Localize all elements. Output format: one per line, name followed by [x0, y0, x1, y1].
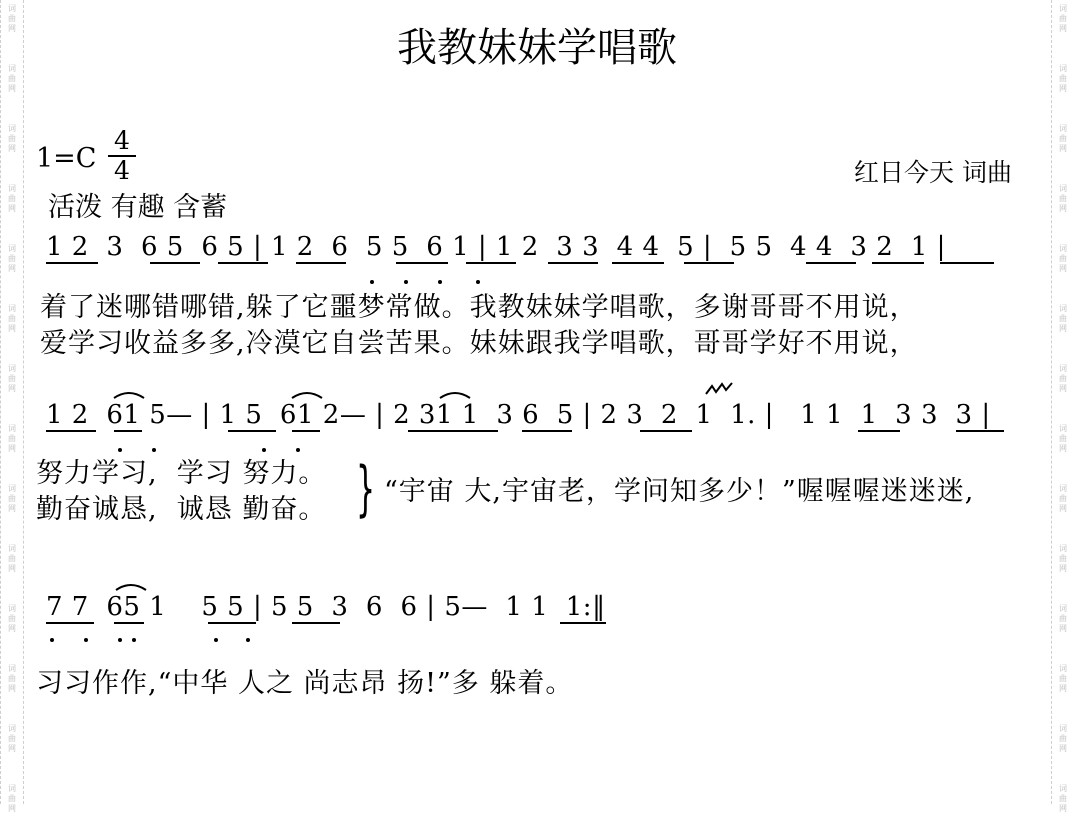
watermark-glyph: 词	[1059, 484, 1067, 493]
watermark-glyph: 词	[1059, 424, 1067, 433]
beam	[872, 262, 924, 264]
beam	[228, 430, 276, 432]
watermark-glyph: 网	[1059, 684, 1067, 693]
watermark-glyph: 网	[1059, 24, 1067, 33]
beam	[548, 262, 598, 264]
watermark-glyph: 词	[8, 184, 16, 193]
beam	[46, 430, 96, 432]
watermark-glyph: 词	[1059, 604, 1067, 613]
lyric-line-2b: 勤奋诚恳, 诚恳 勤奋。	[36, 494, 327, 525]
right-margin-strip	[1051, 0, 1074, 813]
watermark-glyph: 网	[1059, 504, 1067, 513]
watermark-glyph: 曲	[1059, 554, 1067, 563]
watermark-glyph: 网	[1059, 624, 1067, 633]
watermark-glyph: 曲	[8, 494, 16, 503]
notation-line-2: 1 2 61 5— | 1 5 61 2— | 2 31 1 3 6 5 | 2 3 2 1 1. | 1 1 1 3 3 3 |	[46, 400, 991, 430]
watermark-glyph: 曲	[1059, 194, 1067, 203]
watermark-glyph: 网	[8, 564, 16, 573]
watermark-glyph: 词	[8, 64, 16, 73]
notation-line-3: 7 7 65 1 5 5 | 5 5 3 6 6 | 5— 1 1 1:‖	[46, 592, 606, 622]
watermark-glyph: 词	[8, 604, 16, 613]
watermark-glyph: 曲	[1059, 734, 1067, 743]
watermark-glyph: 曲	[1059, 254, 1067, 263]
beam	[408, 430, 498, 432]
key-signature: 1=C	[36, 143, 97, 174]
beam	[396, 262, 448, 264]
watermark-glyph: 词	[8, 784, 16, 793]
watermark-glyph: 词	[1059, 784, 1067, 793]
octave-dot	[132, 638, 136, 642]
octave-dot	[438, 280, 442, 284]
octave-dot	[84, 638, 88, 642]
watermark-glyph: 曲	[1059, 494, 1067, 503]
watermark-glyph: 曲	[8, 74, 16, 83]
watermark-glyph: 网	[1059, 444, 1067, 453]
octave-dot	[50, 638, 54, 642]
watermark-glyph: 词	[8, 364, 16, 373]
time-signature-bottom: 4	[114, 156, 130, 185]
watermark-glyph: 曲	[8, 674, 16, 683]
slur	[290, 388, 324, 400]
octave-dot	[214, 638, 218, 642]
watermark-glyph: 网	[8, 204, 16, 213]
lyric-brace: }	[356, 454, 376, 524]
watermark-glyph: 词	[8, 244, 16, 253]
beam	[684, 262, 734, 264]
watermark-glyph: 词	[1059, 64, 1067, 73]
watermark-glyph: 词	[1059, 184, 1067, 193]
watermark-glyph: 网	[8, 144, 16, 153]
song-title: 我教妹妹学唱歌	[397, 25, 677, 71]
watermark-glyph: 词	[1059, 244, 1067, 253]
lyric-line-2c: “宇宙 大,宇宙老，学问知多少！”喔喔喔迷迷迷,	[384, 476, 975, 507]
watermark-glyph: 词	[1059, 4, 1067, 13]
watermark-glyph: 网	[8, 504, 16, 513]
watermark-glyph: 网	[8, 324, 16, 333]
octave-dot	[118, 448, 122, 452]
beam	[208, 622, 256, 624]
watermark-glyph: 曲	[1059, 614, 1067, 623]
watermark-glyph: 曲	[8, 614, 16, 623]
slur	[112, 388, 146, 400]
watermark-glyph: 网	[8, 444, 16, 453]
watermark-glyph: 词	[8, 544, 16, 553]
watermark-glyph: 网	[1059, 804, 1067, 813]
watermark-glyph: 词	[1059, 124, 1067, 133]
beam	[46, 262, 98, 264]
watermark-glyph: 词	[1059, 724, 1067, 733]
watermark-glyph: 网	[8, 684, 16, 693]
watermark-glyph: 词	[1059, 544, 1067, 553]
watermark-glyph: 曲	[8, 734, 16, 743]
watermark-glyph: 曲	[1059, 674, 1067, 683]
watermark-glyph: 曲	[8, 314, 16, 323]
beam	[640, 430, 692, 432]
watermark-glyph: 网	[1059, 84, 1067, 93]
watermark-glyph: 曲	[1059, 434, 1067, 443]
beam	[522, 430, 572, 432]
watermark-glyph: 词	[1059, 364, 1067, 373]
octave-dot	[476, 280, 480, 284]
watermark-glyph: 曲	[8, 14, 16, 23]
watermark-glyph: 词	[8, 724, 16, 733]
beam	[806, 262, 856, 264]
composer-credit: 红日今天 词曲	[854, 158, 1012, 187]
beam	[150, 262, 200, 264]
slur	[438, 388, 472, 400]
watermark-glyph: 曲	[1059, 794, 1067, 803]
watermark-glyph: 网	[1059, 564, 1067, 573]
beam	[560, 622, 606, 624]
lyric-line-1a: 着了迷哪错哪错,躲了它噩梦常做。我教妹妹学唱歌，多谢哥哥不用说，	[40, 292, 918, 323]
beam	[296, 262, 346, 264]
watermark-glyph: 曲	[1059, 314, 1067, 323]
watermark-glyph: 网	[1059, 264, 1067, 273]
watermark-glyph: 曲	[8, 554, 16, 563]
watermark-glyph: 词	[8, 4, 16, 13]
watermark-glyph: 网	[8, 804, 16, 813]
watermark-glyph: 词	[1059, 664, 1067, 673]
beam	[114, 430, 142, 432]
watermark-glyph: 网	[8, 84, 16, 93]
octave-dot	[262, 448, 266, 452]
watermark-glyph: 词	[8, 484, 16, 493]
tempo-marking: 活泼 有趣 含蓄	[48, 192, 228, 223]
watermark-glyph: 词	[8, 424, 16, 433]
beam	[218, 262, 268, 264]
beam	[114, 622, 144, 624]
beam	[292, 430, 320, 432]
watermark-glyph: 网	[1059, 324, 1067, 333]
lyric-line-1b: 爱学习收益多多,冷漠它自尝苦果。妹妹跟我学唱歌，哥哥学好不用说，	[40, 328, 918, 359]
time-signature-top: 4	[114, 126, 130, 155]
watermark-glyph: 曲	[8, 374, 16, 383]
watermark-glyph: 网	[1059, 384, 1067, 393]
octave-dot	[370, 280, 374, 284]
beam	[612, 262, 664, 264]
watermark-glyph: 曲	[1059, 374, 1067, 383]
watermark-glyph: 曲	[8, 794, 16, 803]
watermark-glyph: 曲	[8, 254, 16, 263]
watermark-glyph: 曲	[1059, 14, 1067, 23]
watermark-glyph: 网	[1059, 144, 1067, 153]
watermark-glyph: 网	[8, 264, 16, 273]
watermark-glyph: 网	[8, 384, 16, 393]
slur	[114, 580, 148, 592]
octave-dot	[118, 638, 122, 642]
beam	[292, 622, 340, 624]
beam	[46, 622, 94, 624]
watermark-glyph: 曲	[1059, 134, 1067, 143]
left-margin-strip	[0, 0, 24, 813]
watermark-glyph: 词	[8, 664, 16, 673]
watermark-glyph: 网	[8, 624, 16, 633]
octave-dot	[404, 280, 408, 284]
octave-dot	[152, 448, 156, 452]
watermark-glyph: 网	[1059, 204, 1067, 213]
beam	[858, 430, 900, 432]
octave-dot	[246, 638, 250, 642]
octave-dot	[296, 448, 300, 452]
watermark-glyph: 网	[8, 24, 16, 33]
beam	[956, 430, 1004, 432]
watermark-glyph: 曲	[8, 194, 16, 203]
watermark-glyph: 词	[8, 304, 16, 313]
notation-line-1: 1 2 3 6 5 6 5 | 1 2 6 5 5 6 1 | 1 2 3 3 4 4 5 | 5 5 4 4 3 2 1 |	[46, 232, 946, 262]
time-signature	[108, 128, 136, 184]
watermark-glyph: 词	[1059, 304, 1067, 313]
beam	[466, 262, 516, 264]
watermark-glyph: 曲	[8, 434, 16, 443]
lyric-line-3: 习习作作,“中华 人之 尚志昂 扬!”多 躲着。	[36, 668, 574, 699]
watermark-glyph: 网	[1059, 744, 1067, 753]
beam	[940, 262, 994, 264]
mordent-mark	[704, 382, 734, 396]
watermark-glyph: 网	[8, 744, 16, 753]
watermark-glyph: 曲	[8, 134, 16, 143]
watermark-glyph: 曲	[1059, 74, 1067, 83]
watermark-glyph: 词	[8, 124, 16, 133]
lyric-line-2a: 努力学习, 学习 努力。	[36, 458, 327, 489]
